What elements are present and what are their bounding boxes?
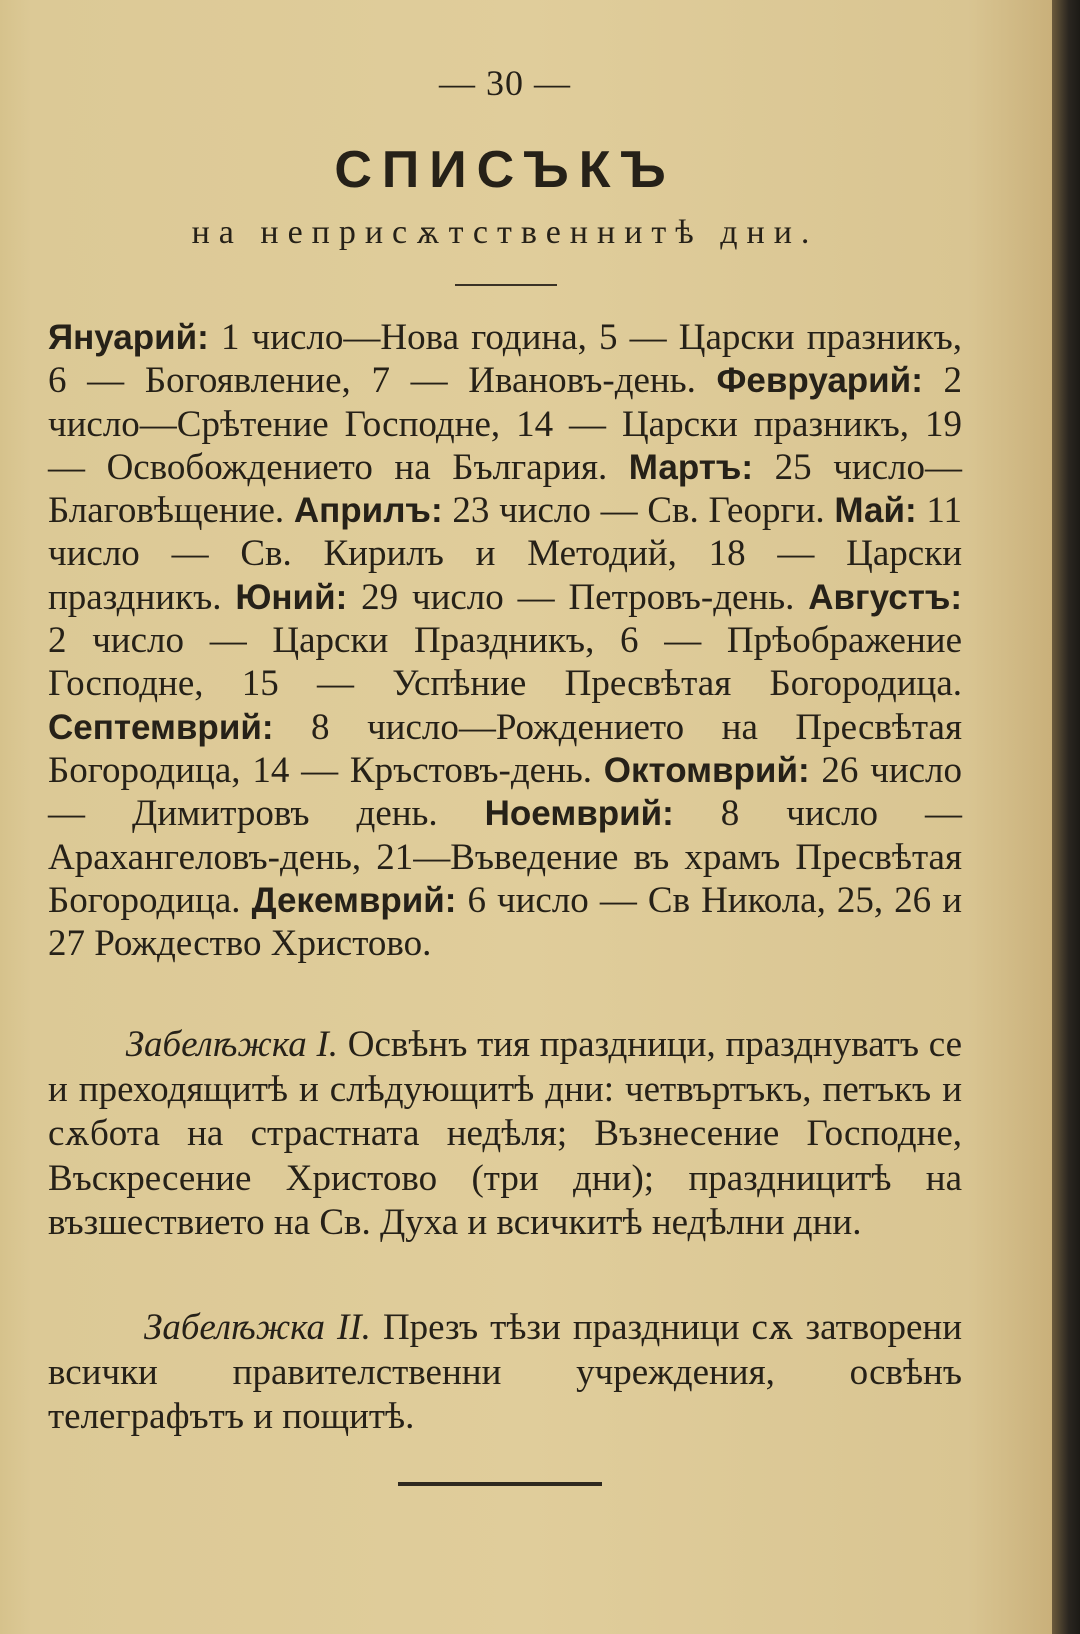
note-text: Освѣнъ тия праздници, празднуватъ се и преходящитѣ и слѣдующитѣ дни: четвъртъкъ, петъкъ и сѫбота на страстната недѣля; Възнесение Господне, Въскресение Христово (три дни); праздницитѣ на възшествието на Св. Духа и всичкитѣ недѣлни дни. xyxy=(48,1024,962,1243)
month-name: Октомврий: xyxy=(603,750,810,790)
month-holidays: 23 число — Св. Георги. xyxy=(452,490,825,532)
month-name: Февруарий: xyxy=(716,361,923,401)
month-name: Септемврий: xyxy=(48,707,274,747)
month-holidays: 26 число — Димитровъ день. xyxy=(48,749,963,835)
month-name: Януарий: xyxy=(48,318,209,357)
note-text: Презъ тѣзи праздници сѫ затворени всички правителственни учреждения, освѣнъ телеграфътъ и пощитѣ. xyxy=(48,1307,962,1437)
end-divider xyxy=(398,1482,602,1486)
month-name: Май: xyxy=(834,491,917,531)
month-holidays: 29 число — Петровъ-день. xyxy=(361,576,795,618)
month-holidays: 2 число—Срѣтение Господне, 14 — Царски празникъ, 19 — Освобождението на България. xyxy=(48,360,963,488)
month-name: Ноемврий: xyxy=(484,794,674,834)
page-subtitle: на неприсѫтственнитѣ дни. xyxy=(191,214,819,251)
month-name: Априлъ: xyxy=(293,491,443,531)
month-name: Августъ: xyxy=(808,577,963,617)
holiday-list xyxy=(48,316,962,965)
month-holidays: 1 число—Нова година, 5 — Царски празникъ, 6 — Богоявление, 7 — Ивановъ-день. xyxy=(48,317,963,402)
note-label: Забелѣжка II. xyxy=(144,1307,371,1348)
month-holidays: 6 число — Св Никола, 25, 26 и 27 Рождество Христово. xyxy=(48,879,963,965)
page-edge xyxy=(1052,0,1080,1634)
note-one xyxy=(48,1023,962,1246)
month-name: Мартъ: xyxy=(628,447,754,487)
note-two xyxy=(48,1306,962,1440)
month-name: Декемврий: xyxy=(251,880,457,920)
month-holidays: 2 число — Царски Праздникъ, 6 — Прѣображение Господне, 15 — Успѣние Пресвѣтая Богородица. xyxy=(48,620,962,705)
month-holidays: 8 число—Рождението на Пресвѣтая Богородица, 14 — Кръстовъ-день. xyxy=(48,706,962,791)
page-title: СПИСЪКЪ xyxy=(334,141,676,199)
note-label: Забелѣжка I. xyxy=(125,1024,339,1065)
month-holidays: 25 число—Благовѣщение. xyxy=(48,446,963,532)
month-holidays: 8 число — Арахангеловъ-день, 21—Въведение въ храмъ Пресвѣтая Богородица. xyxy=(48,793,963,921)
title-divider xyxy=(455,284,557,286)
month-holidays: 11 число — Св. Кирилъ и Методий, 18 — Царски праздникъ. xyxy=(48,490,963,618)
month-name: Юний: xyxy=(235,577,348,617)
page-number: — 30 — xyxy=(439,63,571,103)
